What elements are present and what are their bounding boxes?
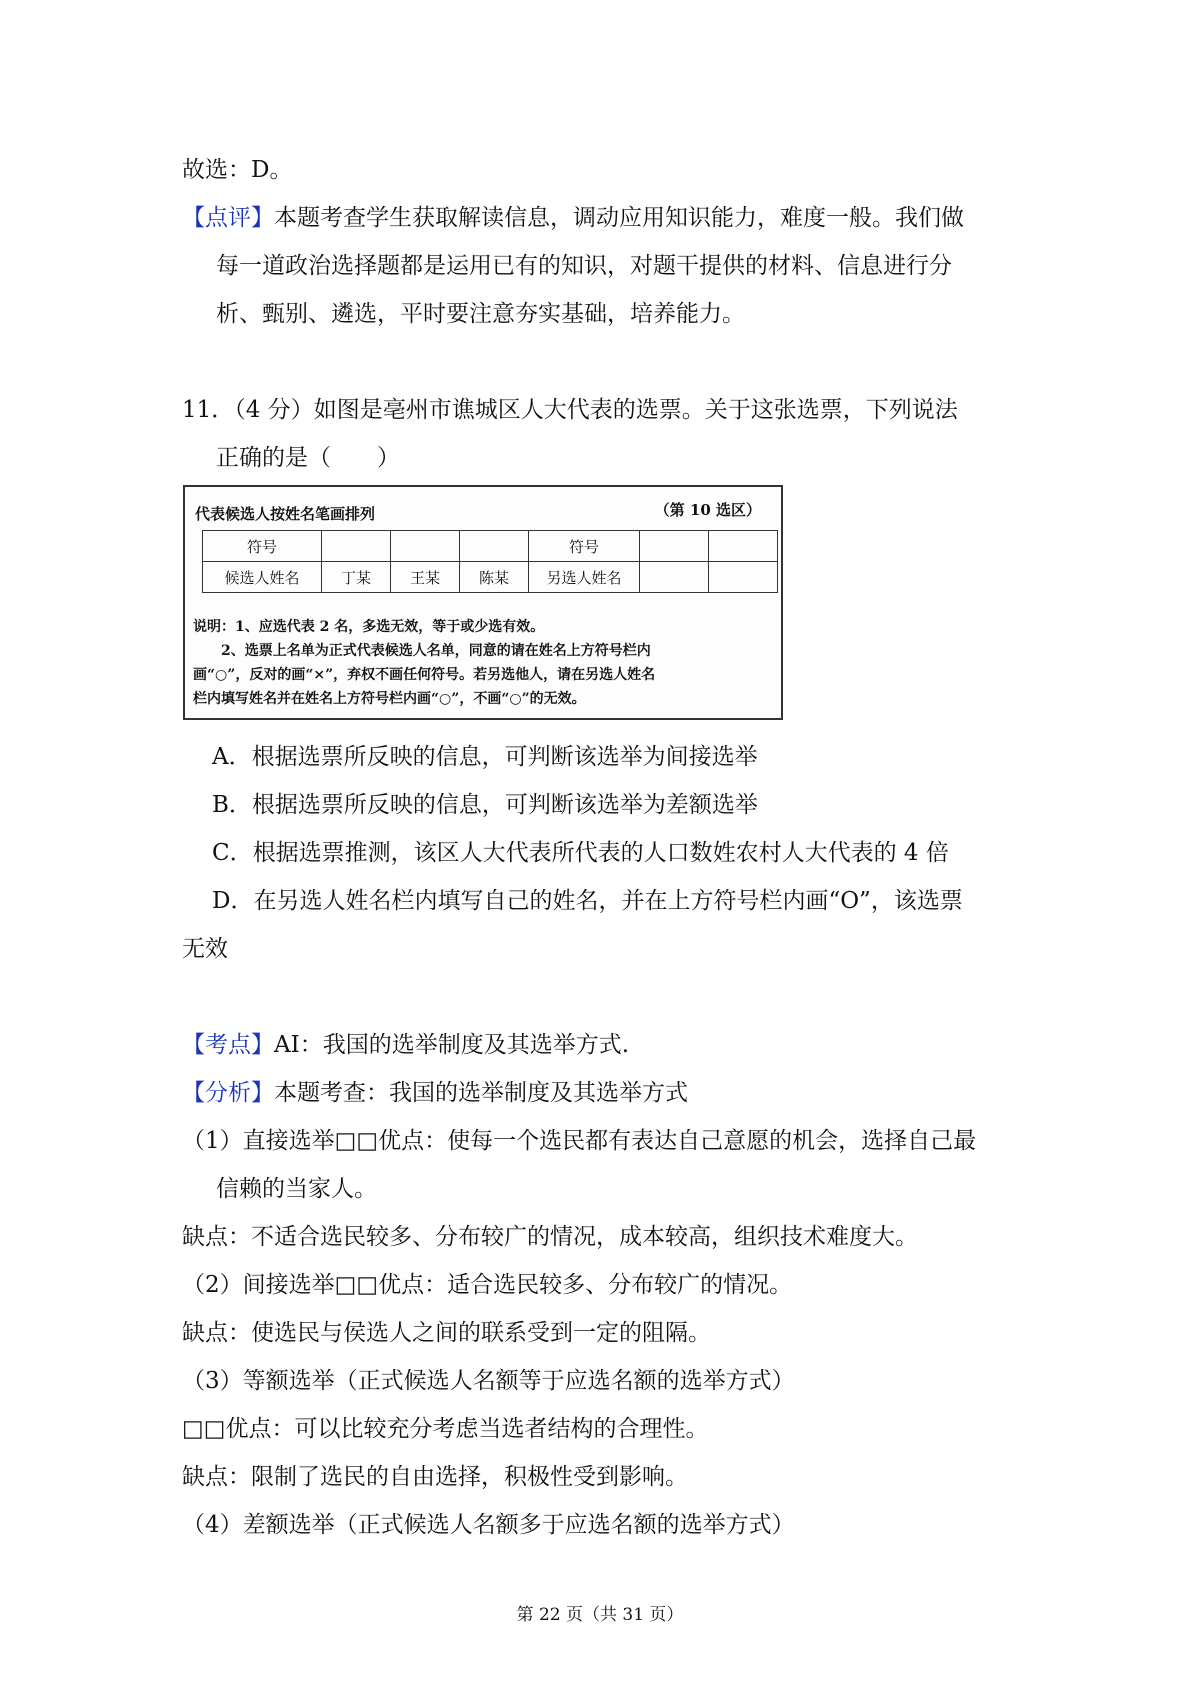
analysis-line: 信赖的当家人。 [216,1176,377,1202]
fenxi-line [182,1078,688,1108]
option-d-continued: 无效 [182,936,228,962]
option-b: B．根据选票所反映的信息，可判断该选举为差额选举 [212,792,758,818]
review-text-1: 本题考查学生获取解读信息，调动应用知识能力，难度一般。我们做 [274,205,964,231]
candidate-name: 陈某 [460,562,529,593]
name-label: 候选人姓名 [203,562,322,593]
ballot-note-4: 栏内填写姓名并在姓名上方符号栏内画“○”，不画“○”的无效。 [193,691,586,707]
fenxi-tag: 【分析】 [182,1080,274,1106]
analysis-line: （2）间接选举□□优点：适合选民较多、分布较广的情况。 [182,1272,793,1298]
symbol-cell [322,531,391,562]
kaodian-text: AI：我国的选举制度及其选举方式. [274,1032,630,1058]
kaodian-line [182,1030,629,1060]
option-c: C．根据选票推测，该区人大代表所代表的人口数姓农村人大代表的 4 倍 [212,840,949,866]
extra-symbol-label: 符号 [529,531,640,562]
option-a: A．根据选票所反映的信息，可判断该选举为间接选举 [212,744,758,770]
ballot-note-2: 2、选票上名单为正式代表候选人名单，同意的请在姓名上方符号栏内 [193,643,651,659]
ballot-title: 代表候选人按姓名笔画排列 [195,505,376,523]
ballot-note-3: 画“○”，反对的画“×”，弃权不画任何符号。若另选他人，请在另选人姓名 [193,667,656,683]
review-tag: 【点评】 [182,205,274,231]
symbol-label: 符号 [203,531,322,562]
analysis-line: 缺点：使选民与侯选人之间的联系受到一定的阻隔。 [182,1320,711,1346]
analysis-line: （1）直接选举□□优点：使每一个选民都有表达自己意愿的机会，选择自己最 [182,1128,977,1154]
fenxi-text: 本题考查：我国的选举制度及其选举方式 [274,1080,688,1106]
ballot-table [202,530,778,593]
ballot-note-1: 说明：1、应选代表 2 名，多选无效，等于或少选有效。 [193,619,545,635]
ballot-image [183,485,783,720]
review-line-2: 每一道政治选择题都是运用已有的知识，对题干提供的材料、信息进行分 [216,253,952,279]
analysis-line: 缺点：限制了选民的自由选择，积极性受到影响。 [182,1464,688,1490]
option-d: D．在另选人姓名栏内填写自己的姓名，并在上方符号栏内画“O”，该选票 [212,888,963,914]
analysis-line: □□优点：可以比较充分考虑当选者结构的合理性。 [182,1416,709,1442]
review-line-3: 析、甄别、遴选，平时要注意夯实基础，培养能力。 [216,301,745,327]
extra-name-cell [709,562,778,593]
question-line-2: 正确的是（ ） [216,445,400,471]
extra-name-label: 另选人姓名 [529,562,640,593]
page-footer: 第 22 页（共 31 页） [516,1605,684,1625]
symbol-cell [460,531,529,562]
analysis-line: （4）差额选举（正式候选人名额多于应选名额的选举方式） [182,1512,795,1538]
question-line-1: 11．（4 分）如图是亳州市谯城区人大代表的选票。关于这张选票，下列说法 [182,397,958,423]
analysis-line: 缺点：不适合选民较多、分布较广的情况，成本较高，组织技术难度大。 [182,1224,918,1250]
symbol-cell [640,531,709,562]
analysis-line: （3）等额选举（正式候选人名额等于应选名额的选举方式） [182,1368,795,1394]
candidate-name: 王某 [391,562,460,593]
candidate-name: 丁某 [322,562,391,593]
symbol-cell [391,531,460,562]
ballot-symbol-row [203,531,778,562]
extra-name-cell [640,562,709,593]
answer-line: 故选：D。 [182,157,293,183]
ballot-district: （第 10 选区） [654,501,761,519]
symbol-cell [709,531,778,562]
review-line-1 [182,203,964,233]
ballot-name-row [203,562,778,593]
kaodian-tag: 【考点】 [182,1032,274,1058]
